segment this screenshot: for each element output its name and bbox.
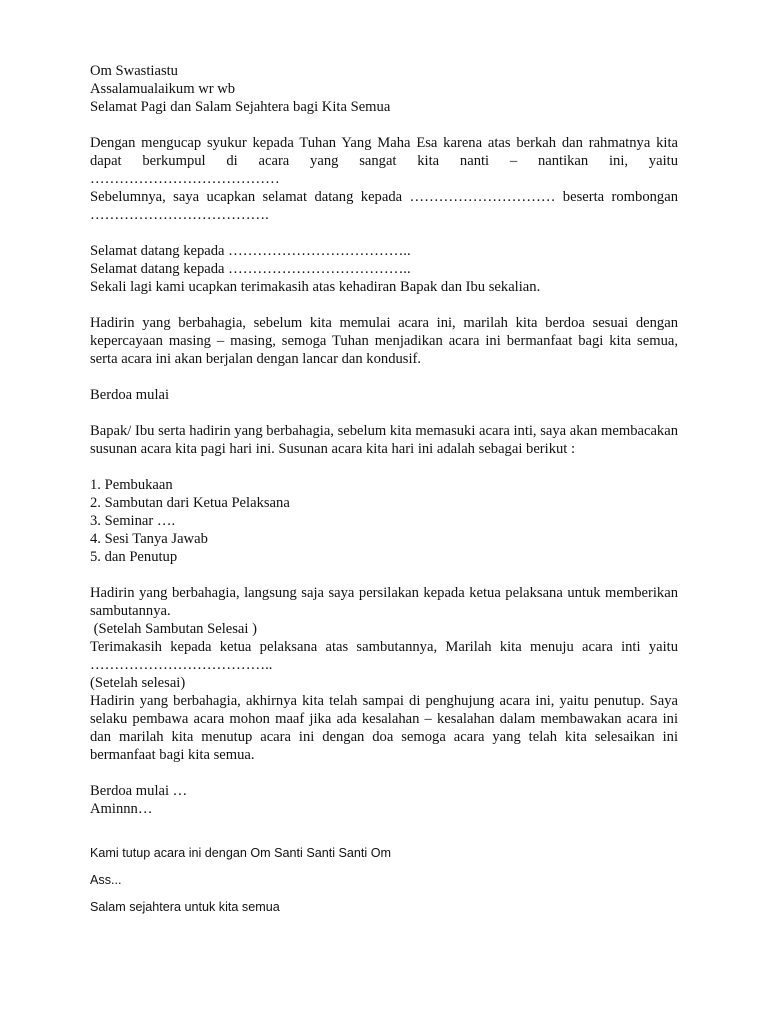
closing-paragraph: Hadirin yang berbahagia, akhirnya kita telah sampai di penghujung acara ini, yaitu penutup. Saya selaku pembawa acara mohon maaf jika ada kesalahan – kesalahan dalam membawakan acara ini dan marilah kita menutup acara ini dengan doa semoga acara yang telah kita selesaikan ini bermanfaat bagi kita semua.: [90, 693, 678, 763]
after-speech-note: (Setelah Sambutan Selesai ): [90, 621, 257, 637]
thanks-chair-paragraph: Terimakasih kepada ketua pelaksana atas sambutannya, Marilah kita menuju acara inti yaitu ………………………………..: [90, 639, 678, 673]
closing-line: Ass...: [90, 873, 122, 887]
opening-welcome: Sebelumnya, saya ucapkan selamat datang kepada ………………………… beserta rombongan ……………………………….: [90, 189, 678, 223]
invite-chair-paragraph: Hadirin yang berbahagia, langsung saja saya persilakan kepada ketua pelaksana untuk memberikan sambutannya.: [90, 585, 678, 619]
agenda-item: 4. Sesi Tanya Jawab: [90, 531, 208, 547]
opening-block: [90, 134, 678, 224]
welcome-block: [90, 242, 678, 296]
closing-line: Salam sejahtera untuk kita semua: [90, 900, 280, 914]
chair-block: [90, 584, 678, 764]
closing-lines-block: [90, 818, 678, 918]
final-prayer-line: Berdoa mulai …: [90, 783, 188, 799]
greeting-line: Om Swastiastu: [90, 63, 178, 79]
closing-line: Kami tutup acara ini dengan Om Santi Santi Santi Om: [90, 846, 392, 860]
agenda-list: [90, 476, 678, 566]
opening-paragraph: Dengan mengucap syukur kepada Tuhan Yang Maha Esa karena atas berkah dan rahmatnya kita dapat berkumpul di acara yang sangat kita nanti – nantikan ini, yaitu …………………………………: [90, 135, 678, 187]
greeting-line: Selamat Pagi dan Salam Sejahtera bagi Kita Semua: [90, 99, 391, 115]
welcome-line: Selamat datang kepada ………………………………..: [90, 243, 411, 259]
welcome-line: Selamat datang kepada ………………………………..: [90, 261, 411, 277]
agenda-item: 3. Seminar ….: [90, 513, 176, 529]
berdoa-mulai-line: Berdoa mulai: [90, 387, 170, 403]
prayer-intro-paragraph: Hadirin yang berbahagia, sebelum kita memulai acara ini, marilah kita berdoa sesuai dengan kepercayaan masing – masing, semoga Tuhan menjadikan acara ini bermanfaat bagi kita semua, serta acara ini akan berjalan dengan lancar dan kondusif.: [90, 315, 678, 367]
welcome-line: Sekali lagi kami ucapkan terimakasih atas kehadiran Bapak dan Ibu sekalian.: [90, 279, 541, 295]
greeting-block: [90, 62, 678, 116]
document-page: [90, 62, 678, 918]
agenda-item: 1. Pembukaan: [90, 477, 173, 493]
agenda-item: 5. dan Penutup: [90, 549, 178, 565]
agenda-intro-paragraph: Bapak/ Ibu serta hadirin yang berbahagia, sebelum kita memasuki acara inti, saya akan membacakan susunan acara kita pagi hari ini. Susunan acara kita hari ini adalah sebagai berikut :: [90, 423, 678, 457]
agenda-item: 2. Sambutan dari Ketua Pelaksana: [90, 495, 290, 511]
greeting-line: Assalamualaikum wr wb: [90, 81, 236, 97]
after-done-note: (Setelah selesai): [90, 675, 186, 691]
final-prayer-line: Aminnn…: [90, 801, 153, 817]
final-prayer-block: [90, 782, 678, 818]
